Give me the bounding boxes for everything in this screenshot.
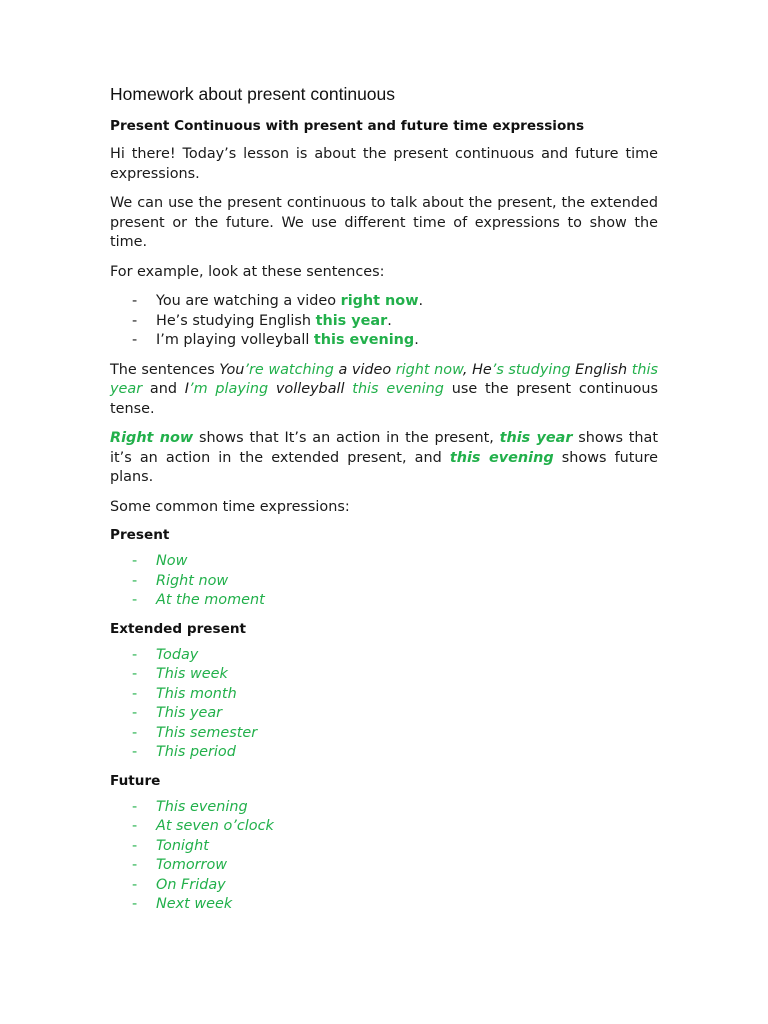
list-item (110, 685, 658, 705)
list-item (110, 312, 658, 332)
example-intro: For example, look at these sentences: (110, 263, 385, 280)
dash-bullet: - (132, 592, 138, 608)
dash-bullet: - (132, 646, 138, 663)
text-run: English (570, 361, 628, 378)
list-item (110, 292, 658, 312)
time-highlight: right now (395, 361, 463, 378)
text-run: volleyball (268, 381, 353, 397)
expression: This week (156, 666, 228, 682)
list-item (110, 895, 658, 915)
expression: This year (156, 705, 223, 721)
list-item (110, 724, 658, 744)
expression: Next week (156, 896, 233, 912)
expression: Tonight (156, 837, 209, 854)
list-item (110, 572, 658, 592)
dash-bullet: - (132, 896, 138, 912)
common-expressions-intro: Some common time expressions: (110, 498, 350, 515)
intro-paragraph: Hi there! Today’s lesson is about the present continuous and future time expressions. (110, 146, 658, 182)
dash-bullet: - (132, 876, 138, 893)
meaning-paragraph (110, 429, 658, 488)
usage-paragraph: We can use the present continuous to talk about the present, the extended present or the future. We use different time of expressions to show the time. (110, 195, 658, 250)
expression: This month (156, 685, 237, 702)
example-text: You are watching a video (156, 293, 341, 309)
expression: Right now (156, 572, 229, 589)
dash-bullet: - (132, 857, 138, 873)
expression: This period (156, 744, 236, 760)
verb-highlight: ’re watching (244, 361, 334, 378)
text-run: shows that it’s an action in the extended present, and (110, 430, 659, 466)
example-list (110, 292, 658, 351)
dash-bullet: - (132, 744, 138, 760)
extended-present-expressions-list (110, 646, 658, 763)
expression: Now (156, 553, 188, 569)
dash-bullet: - (132, 293, 138, 309)
expression: At the moment (156, 592, 265, 608)
dash-bullet: - (132, 572, 138, 589)
list-item (110, 798, 658, 818)
dash-bullet: - (132, 332, 138, 348)
future-expressions-list (110, 798, 658, 915)
dash-bullet: - (132, 705, 138, 721)
page-title: Homework about present continuous (110, 84, 396, 104)
explanation-paragraph (110, 361, 658, 420)
list-item (110, 837, 658, 857)
expression: This semester (156, 724, 258, 741)
list-item (110, 743, 658, 763)
subtitle: Present Continuous with present and future time expressions (110, 118, 585, 134)
expression: Tomorrow (156, 857, 228, 873)
expression: This evening (156, 798, 248, 815)
punctuation: . (414, 332, 419, 348)
section-heading-future: Future (110, 772, 161, 789)
dash-bullet: - (132, 837, 138, 854)
dash-bullet: - (132, 666, 138, 682)
expression: Today (156, 646, 199, 663)
time-expression: this evening (313, 332, 415, 348)
time-highlight: this evening (449, 449, 554, 466)
list-item (110, 591, 658, 611)
text-run: The sentences (110, 361, 220, 378)
list-item (110, 331, 658, 351)
dash-bullet: - (132, 312, 138, 329)
time-highlight: this evening (352, 381, 444, 397)
expression: At seven o’clock (156, 818, 274, 834)
text-run: He (472, 361, 492, 378)
time-expression: this year (315, 312, 388, 329)
present-expressions-list (110, 552, 658, 611)
text-run: a video (333, 361, 396, 378)
section-heading-present: Present (110, 527, 170, 543)
punctuation: . (387, 312, 392, 329)
time-highlight: this year (499, 430, 573, 446)
dash-bullet: - (132, 818, 138, 834)
section-heading-extended-present: Extended present (110, 620, 247, 637)
text-run: shows that It’s an action in the present, (193, 430, 500, 446)
dash-bullet: - (132, 724, 138, 741)
text-run: , (462, 361, 473, 378)
text-run: use the present continuous tense. (110, 381, 658, 417)
verb-highlight: ’m playing (189, 381, 269, 397)
example-text: He’s studying English (156, 312, 316, 329)
list-item (110, 876, 658, 896)
punctuation: . (418, 293, 424, 309)
text-run: shows future plans. (110, 449, 658, 485)
time-expression: right now (340, 293, 419, 309)
dash-bullet: - (132, 553, 138, 569)
time-highlight: Right now (110, 430, 194, 446)
verb-highlight: ’s studying (491, 361, 571, 378)
list-item (110, 646, 658, 666)
list-item (110, 665, 658, 685)
text-run: I (184, 381, 189, 397)
document-content (110, 84, 658, 925)
dash-bullet: - (132, 798, 138, 815)
time-highlight: this year (110, 361, 658, 397)
expression: On Friday (156, 876, 226, 893)
list-item (110, 552, 658, 572)
list-item (110, 817, 658, 837)
text-run: You (219, 361, 245, 378)
list-item (110, 704, 658, 724)
list-item (110, 856, 658, 876)
example-text: I’m playing volleyball (156, 332, 314, 348)
text-run: and (142, 381, 185, 397)
dash-bullet: - (132, 685, 138, 702)
